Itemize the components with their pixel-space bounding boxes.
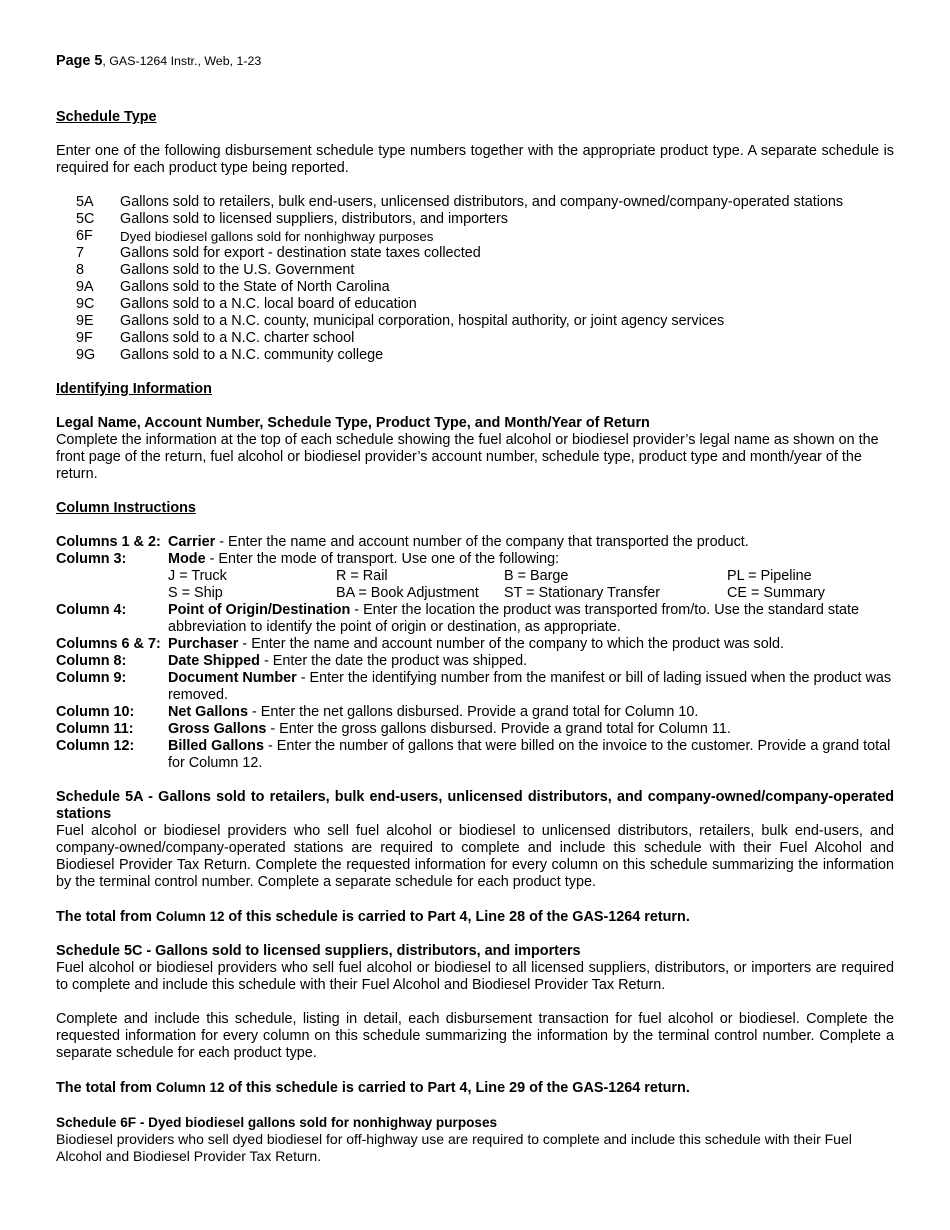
column-label: Column 9: [56, 670, 127, 686]
schedule-5c-text: Fuel alcohol or biodiesel providers who sell fuel alcohol or biodiesel to all licensed suppliers, distributors, or importers are required to complete and include this schedule with their Fuel Alcohol and Biodiesel Provider Tax Return. [56, 960, 894, 993]
column-label: Column 10: [56, 704, 135, 720]
mode-code: J = Truck [168, 568, 227, 584]
mode-code: PL = Pipeline [727, 568, 812, 584]
column-text: - Enter the gross gallons disbursed. Provide a grand total for Column 11. [266, 721, 731, 737]
column-label: Column 3: [56, 551, 127, 567]
column-label: Columns 1 & 2: [56, 534, 161, 550]
column-term: Mode [168, 551, 206, 567]
schedule-code: 8 [76, 262, 85, 278]
schedule-desc: Gallons sold to a N.C. county, municipal corporation, hospital authority, or joint agency services [120, 313, 725, 329]
schedule-desc: Gallons sold to a N.C. community college [120, 347, 384, 363]
list-item [76, 228, 894, 245]
column-row [56, 534, 894, 551]
column-text: - Enter the location the product was transported from/to. Use the standard state abbreviation to identify the point of origin or destination, as appropriate. [168, 602, 860, 635]
schedule-desc: Gallons sold to a N.C. local board of education [120, 296, 417, 312]
schedule-desc: Gallons sold for export - destination state taxes collected [120, 245, 481, 261]
column-row [56, 653, 894, 670]
schedule-desc: Gallons sold to retailers, bulk end-users, unlicensed distributors, and company-owned/company-operated stations [120, 194, 844, 210]
schedule-code: 5A [76, 194, 94, 210]
schedule-5a-heading: Schedule 5A - Gallons sold to retailers, bulk end-users, unlicensed distributors, and company-owned/company-operated stations [56, 789, 894, 822]
schedule-code: 6F [76, 228, 93, 244]
total-note-column: Column 12 [155, 1080, 225, 1095]
list-item [76, 279, 894, 296]
schedule-code: 9F [76, 330, 93, 346]
column-text: - Enter the identifying number from the manifest or bill of lading issued when the product was removed. [168, 670, 892, 703]
column-term: Gross Gallons [168, 721, 267, 737]
column-term: Purchaser [168, 636, 239, 652]
mode-code: CE = Summary [727, 585, 825, 601]
column-label: Column 8: [56, 653, 127, 669]
column-term: Document Number [168, 670, 297, 686]
schedule-5c-heading: Schedule 5C - Gallons sold to licensed suppliers, distributors, and importers [56, 943, 581, 959]
column-instructions-heading: Column Instructions [56, 500, 196, 516]
mode-code: ST = Stationary Transfer [504, 585, 661, 601]
form-id: , GAS-1264 Instr., Web, 1-23 [102, 54, 262, 68]
column-row [56, 602, 894, 636]
schedule-type-heading: Schedule Type [56, 109, 157, 125]
list-item [76, 262, 894, 279]
schedule-code: 5C [76, 211, 95, 227]
identifying-heading: Identifying Information [56, 381, 212, 397]
total-note-part: The total from [56, 1080, 156, 1096]
column-row [56, 738, 894, 772]
column-text: - Enter the mode of transport. Use one of the following: [205, 551, 560, 567]
column-text: - Enter the number of gallons that were billed on the invoice to the customer. Provide a grand total for Column 12. [168, 738, 891, 771]
column-label: Column 4: [56, 602, 127, 618]
column-term: Net Gallons [168, 704, 248, 720]
column-row [56, 704, 894, 721]
column-text: - Enter the name and account number of the company that transported the product. [215, 534, 749, 550]
page-number: Page 5 [56, 53, 103, 69]
column-text: - Enter the name and account number of the company to which the product was sold. [238, 636, 784, 652]
page-header [56, 53, 894, 70]
schedule-5a-text: Fuel alcohol or biodiesel providers who sell fuel alcohol or biodiesel to unlicensed distributors, retailers, bulk end-users, and company-owned/company-operated stations are required to complete and include this schedule with their Fuel Alcohol and Biodiesel Provider Tax Return. Complete the requested information for every column on this schedule summarizing the information by the terminal control number. Complete a separate schedule for each product type. [56, 823, 894, 890]
schedule-6f-text: Biodiesel providers who sell dyed biodiesel for off-highway use are required to complete and include this schedule with their Fuel Alcohol and Biodiesel Provider Tax Return. [56, 1131, 852, 1164]
schedule-type-intro: Enter one of the following disbursement schedule type numbers together with the appropriate product type. A separate schedule is required for each product type being reported. [56, 143, 894, 176]
schedule-type-list [56, 194, 894, 364]
mode-code: B = Barge [504, 568, 569, 584]
column-text: - Enter the date the product was shipped. [259, 653, 528, 669]
identifying-text: Complete the information at the top of each schedule showing the fuel alcohol or biodiesel provider’s legal name as shown on the front page of the return, fuel alcohol or biodiesel provider’s account number, schedule type, product type and month/year of the return. [56, 432, 879, 482]
column-term: Point of Origin/Destination [168, 602, 351, 618]
schedule-desc: Gallons sold to licensed suppliers, distributors, and importers [120, 211, 508, 227]
total-note-column: Column 12 [155, 909, 225, 924]
total-note-part: of this schedule is carried to Part 4, Line 28 of the GAS-1264 return. [224, 909, 690, 925]
schedule-code: 9A [76, 279, 94, 295]
mode-code: S = Ship [168, 585, 223, 601]
schedule-code: 7 [76, 245, 85, 261]
total-note-part: The total from [56, 909, 156, 925]
identifying-subheading: Legal Name, Account Number, Schedule Type, Product Type, and Month/Year of Return [56, 415, 650, 431]
column-term: Date Shipped [168, 653, 260, 669]
total-note-part: of this schedule is carried to Part 4, Line 29 of the GAS-1264 return. [224, 1080, 690, 1096]
list-item [76, 330, 894, 347]
schedule-code: 9G [76, 347, 96, 363]
column-term: Carrier [168, 534, 216, 550]
schedule-5c-text-2: Complete and include this schedule, listing in detail, each disbursement transaction for fuel alcohol or biodiesel. Complete the requested information for every column on this schedule summarizing the information by the terminal control number. Complete a separate schedule for each product type. [56, 1011, 894, 1061]
column-row [56, 636, 894, 653]
schedule-desc: Dyed biodiesel gallons sold for nonhighway purposes [120, 229, 434, 244]
mode-code: BA = Book Adjustment [336, 585, 479, 601]
column-row [56, 670, 894, 704]
schedule-5c-total-note [56, 1079, 894, 1097]
schedule-6f-heading: Schedule 6F - Dyed biodiesel gallons sold for nonhighway purposes [56, 1115, 498, 1130]
schedule-desc: Gallons sold to the U.S. Government [120, 262, 355, 278]
list-item [76, 296, 894, 313]
mode-code: R = Rail [336, 568, 388, 584]
schedule-code: 9C [76, 296, 95, 312]
list-item [76, 245, 894, 262]
column-text: - Enter the net gallons disbursed. Provide a grand total for Column 10. [247, 704, 699, 720]
list-item [76, 313, 894, 330]
column-row [56, 551, 894, 568]
schedule-5a-total-note [56, 908, 894, 926]
column-term: Billed Gallons [168, 738, 264, 754]
list-item [76, 211, 894, 228]
schedule-desc: Gallons sold to the State of North Carolina [120, 279, 390, 295]
column-label: Column 12: [56, 738, 135, 754]
column-row [56, 721, 894, 738]
column-label: Columns 6 & 7: [56, 636, 161, 652]
schedule-desc: Gallons sold to a N.C. charter school [120, 330, 355, 346]
list-item [76, 194, 894, 211]
transport-mode-grid [168, 568, 894, 602]
schedule-code: 9E [76, 313, 94, 329]
list-item [76, 347, 894, 364]
column-label: Column 11: [56, 721, 134, 737]
